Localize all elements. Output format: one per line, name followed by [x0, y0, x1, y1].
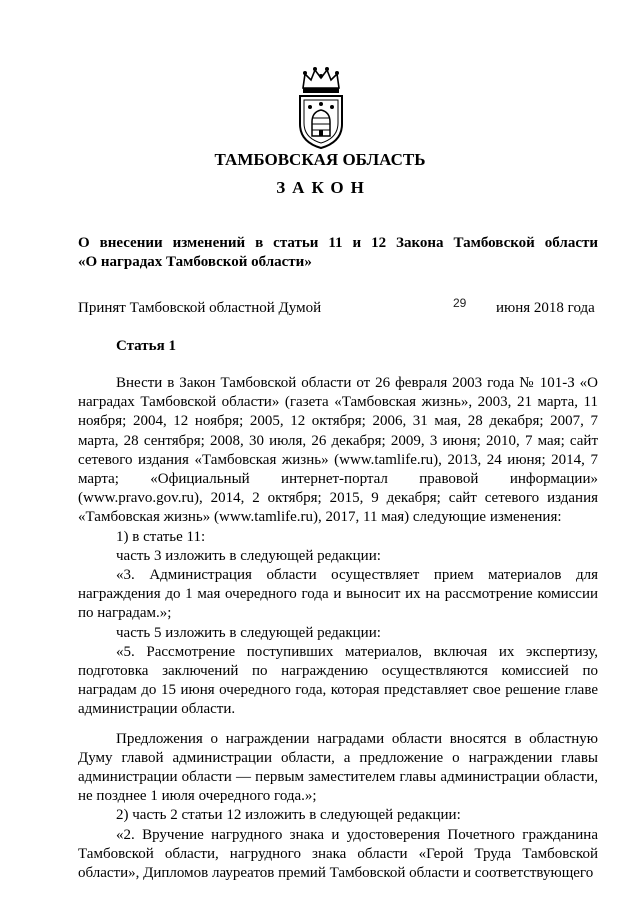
paragraph: часть 5 изложить в следующей редакции:: [116, 624, 381, 641]
paragraph: 2) часть 2 статьи 12 изложить в следующей редакции:: [116, 807, 461, 824]
law-title-line-2: «О наградах Тамбовской области»: [78, 254, 312, 270]
article-body: [78, 374, 598, 883]
article-heading: Статья 1: [116, 338, 176, 354]
law-title-line-1: О внесении изменений в статьи 11 и 12 Закона Тамбовской области: [78, 235, 598, 251]
paragraph: 1) в статье 11:: [116, 528, 206, 545]
paragraph: Предложения о награждении наградами области вносятся в областную Думу главой администрации области, а предложение о награждении главы администрации области — первым заместителем главы администрации области, не позднее 1 июля очередного года.»;: [78, 730, 598, 805]
paragraph: «3. Администрация области осуществляет прием материалов для награждения до 1 мая очередного года и выносит их на рассмотрение комиссии по наградам.»;: [78, 567, 598, 622]
law-title: [78, 234, 598, 272]
paragraph: «5. Рассмотрение поступивших материалов, включая их экспертизу, подготовка заключений по награждению осуществляются комиссией по наградам до 15 июня очередного года, которая представляет свое решение главе администрации области.: [78, 643, 598, 718]
paragraph: часть 3 изложить в следующей редакции:: [116, 547, 381, 564]
coat-of-arms-icon: [295, 66, 347, 150]
adoption-text: Принят Тамбовской областной Думой: [78, 300, 322, 316]
document-type-heading: ЗАКОН: [276, 178, 371, 197]
adoption-day: 29: [453, 296, 467, 310]
paragraph: «2. Вручение нагрудного знака и удостоверения Почетного гражданина Тамбовской области, нагрудного знака области «Герой Труда Тамбовской области», Дипломов лауреатов премий Тамбовской области и соответствующего: [78, 826, 598, 882]
region-heading: ТАМБОВСКАЯ ОБЛАСТЬ: [214, 150, 426, 169]
adoption-date: июня 2018 года: [496, 300, 595, 316]
paragraph: Внести в Закон Тамбовской области от 26 февраля 2003 года № 101-З «О наградах Тамбовской области» (газета «Тамбовская жизнь», 2003, 21 марта, 11 ноября; 2004, 12 ноября; 2005, 12 октября; 2006, 31 мая, 28 декабря; 2007, 7 марта, 28 сентября; 2008, 30 июля, 26 декабря; 2009, 3 июня; 2010, 7 мая; сайт сетевого издания «Тамбовская жизнь» (www.tamlife.ru), 2013, 24 июня; 2014, 7 марта; «Официальный интернет-портал правовой информации» (www.pravo.gov.ru), 2014, 2 октября; 2015, 9 декабря; сайт сетевого издания «Тамбовская жизнь» (www.tamlife.ru), 2017, 11 мая) следующие изменения:: [78, 375, 598, 526]
